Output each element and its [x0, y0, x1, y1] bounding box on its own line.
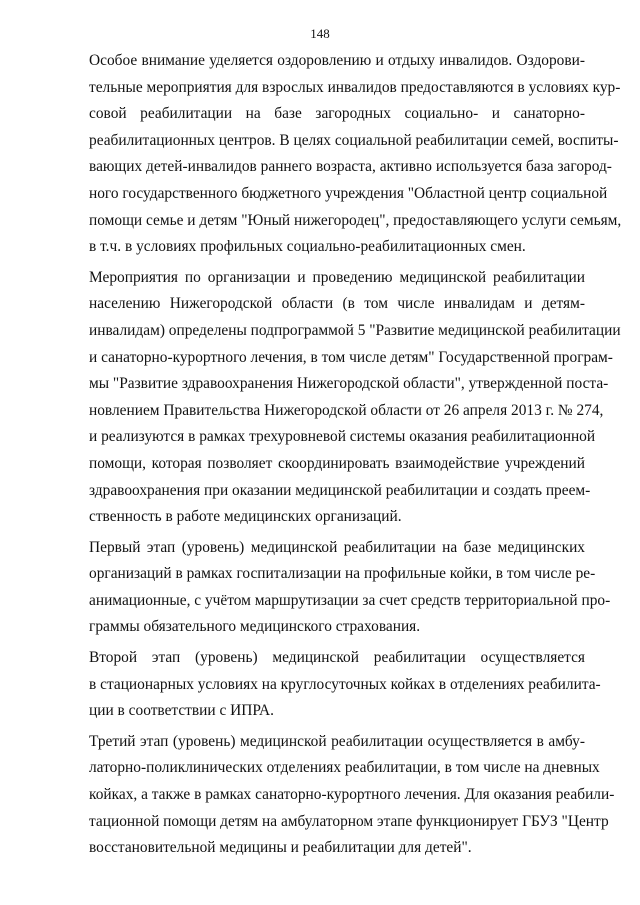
text-line: ции в соответствии с ИПРА.: [89, 702, 274, 720]
text-line: ственность в работе медицинских организаций.: [89, 508, 402, 526]
text-line: Второй этап (уровень) медицинской реабилитации осуществляется: [89, 649, 585, 667]
text-line: инвалидам) определены подпрограммой 5 "Развитие медицинской реабилитации: [89, 321, 621, 339]
text-line: граммы обязательного медицинского страхования.: [89, 618, 421, 636]
text-line: вающих детей-инвалидов раннего возраста, активно используется база загород-: [89, 158, 612, 176]
paragraph-third-stage: [89, 729, 615, 862]
text-line: новлением Правительства Нижегородской области от 26 апреля 2013 г. № 274,: [89, 401, 604, 419]
text-line: тационной помощи детям на амбулаторном этапе функционирует ГБУЗ "Центр: [89, 812, 609, 830]
text-line: Мероприятия по организации и проведению медицинской реабилитации: [89, 268, 585, 286]
text-line: населению Нижегородской области (в том числе инвалидам и детям-: [89, 295, 585, 313]
paragraph-medical-rehabilitation: [89, 265, 621, 531]
text-line: реабилитационных центров. В целях социальной реабилитации семей, воспиты-: [89, 131, 619, 149]
text-line: помощи, которая позволяет скоординировать взаимодействие учреждений: [89, 454, 585, 472]
text-line: помощи семье и детям "Юный нижегородец", предоставляющего услуги семьям,: [89, 211, 622, 229]
text-line: и реализуются в рамках трехуровневой системы оказания реабилитационной: [89, 428, 596, 446]
text-line: анимационные, с учётом маршрутизации за счет средств территориальной про-: [89, 591, 611, 609]
text-line: восстановительной медицины и реабилитации для детей".: [89, 839, 472, 857]
text-line: мы "Развитие здравоохранения Нижегородской области", утвержденной поста-: [89, 375, 609, 393]
text-line: в стационарных условиях на круглосуточных койках в отделениях реабилита-: [89, 675, 601, 693]
page-number: 148: [310, 26, 330, 41]
text-line: и санаторно-курортного лечения, в том числе детям" Государственной програм-: [89, 348, 613, 366]
text-line: организаций в рамках госпитализации на профильные койки, в том числе ре-: [89, 565, 596, 583]
text-line: койках, а также в рамках санаторно-курортного лечения. Для оказания реабили-: [89, 786, 615, 804]
paragraph-recreation: [89, 48, 622, 261]
text-line: ного государственного бюджетного учреждения "Областной центр социальной: [89, 184, 608, 202]
text-line: Первый этап (уровень) медицинской реабилитации на базе медицинских: [89, 538, 585, 556]
paragraph-second-stage: [89, 645, 601, 725]
text-line: здравоохранения при оказании медицинской реабилитации и создать преем-: [89, 481, 591, 499]
text-line: латорно-поликлинических отделениях реабилитации, в том числе на дневных: [89, 759, 600, 777]
text-line: Особое внимание уделяется оздоровлению и отдыху инвалидов. Оздорови-: [89, 52, 585, 69]
text-line: Третий этап (уровень) медицинской реабилитации осуществляется в амбу-: [89, 732, 585, 750]
text-line: тельные мероприятия для взрослых инвалидов предоставляются в условиях кур-: [89, 78, 621, 96]
paragraph-first-stage: [89, 535, 611, 641]
document-body: [89, 48, 622, 866]
text-line: в т.ч. в условиях профильных социально-реабилитационных смен.: [89, 238, 526, 256]
text-line: совой реабилитации на базе загородных социально- и санаторно-: [89, 105, 585, 123]
